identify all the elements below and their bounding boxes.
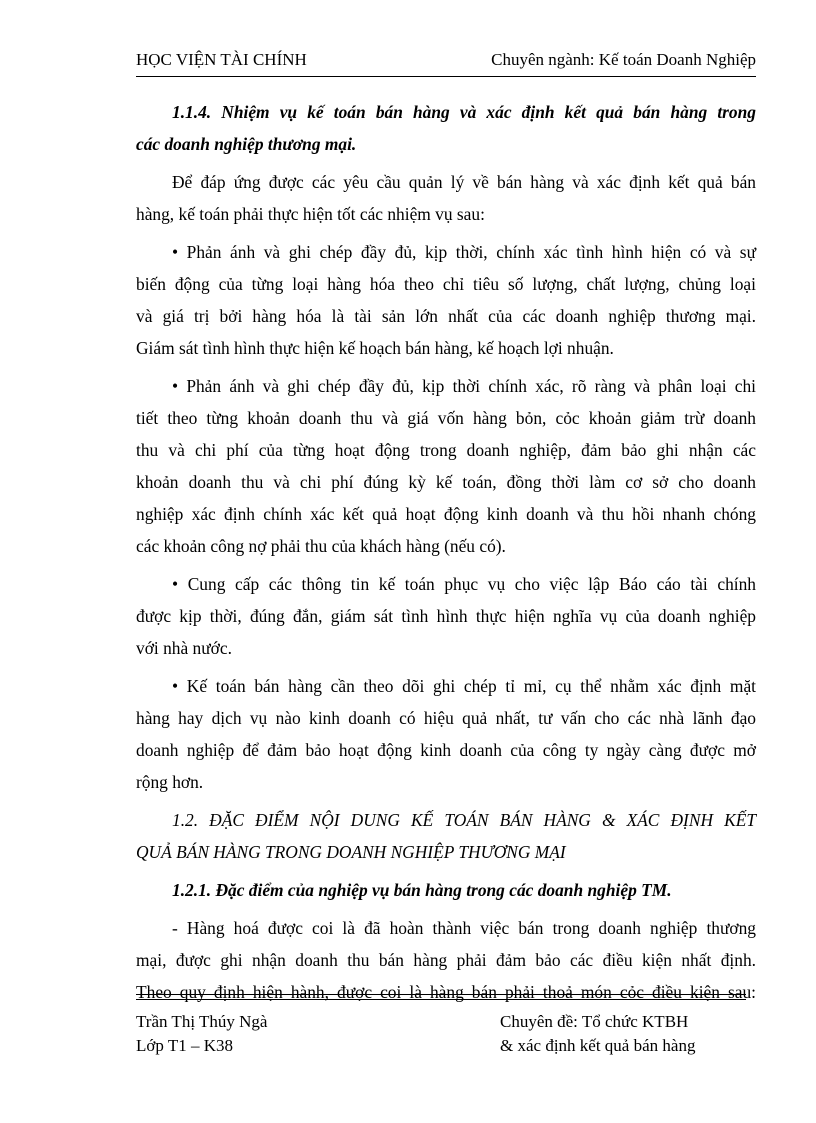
footer-double-rule [136, 994, 746, 1000]
text-line: và giá trị bởi hàng hóa là tài sản lớn nhất của các doanh nghiệp thương mại. [136, 306, 756, 326]
text-line: • Cung cấp các thông tin kế toán phục vụ cho việc lập Báo cáo tài chính [172, 574, 756, 594]
text-line: 1.2. ĐẶC ĐIỂM NỘI DUNG KẾ TOÁN BÁN HÀNG & XÁC ĐỊNH KẾT [172, 810, 756, 830]
footer-topic-line2: & xác định kết quả bán hàng [500, 1036, 696, 1055]
text-line: • Phản ánh và ghi chép đầy đủ, kịp thời, chính xác tình hình hiện có và sự [172, 242, 756, 262]
text-line: thu và chi phí của từng hoạt động trong doanh nghiệp, đảm bảo ghi nhận các [136, 440, 756, 460]
text-line: Theo quy định hiện hành, được coi là hàng bán phải thoả món cỏc điều kiện sau: [136, 982, 756, 1002]
text-line: tiết theo từng khoản doanh thu và giá vốn hàng bỏn, cỏc khoản giảm trừ doanh [136, 408, 756, 428]
text-line: • Phản ánh và ghi chép đầy đủ, kịp thời chính xác, rõ ràng và phân loại chi [172, 376, 756, 396]
text-line: rộng hơn. [136, 772, 204, 792]
text-line: 1.1.4. Nhiệm vụ kế toán bán hàng và xác định kết quả bán hàng trong [172, 102, 756, 122]
text-line: nghiệp xác định chính xác kết quả hoạt động kinh doanh và thu hồi nhanh chóng [136, 504, 756, 524]
text-line: Để đáp ứng được các yêu cầu quản lý về bán hàng và xác định kết quả bán [172, 172, 756, 192]
text-line: mại, được ghi nhận doanh thu bán hàng phải đảm bảo các điều kiện nhất định. [136, 950, 756, 970]
text-line: • Kế toán bán hàng cần theo dõi ghi chép tỉ mỉ, cụ thể nhằm xác định mặt [172, 676, 756, 696]
footer-class: Lớp T1 – K38 [136, 1036, 233, 1055]
text-line: với nhà nước. [136, 638, 232, 658]
footer-author: Trần Thị Thúy Ngà [136, 1012, 268, 1031]
text-line: QUẢ BÁN HÀNG TRONG DOANH NGHIỆP THƯƠNG MẠI [136, 842, 566, 862]
text-line: các khoản công nợ phải thu của khách hàng (nếu có). [136, 536, 506, 556]
footer-topic-line1: Chuyên đề: Tổ chức KTBH [500, 1012, 689, 1031]
text-line: - Hàng hoá được coi là đã hoàn thành việc bán trong doanh nghiệp thương [172, 918, 756, 938]
text-line: khoản doanh thu và chi phí đúng kỳ kế toán, đồng thời làm cơ sở cho doanh [136, 472, 756, 492]
text-line: 1.2.1. Đặc điểm của nghiệp vụ bán hàng trong các doanh nghiệp TM. [172, 880, 672, 900]
text-line: hàng hay dịch vụ nào kinh doanh có hiệu quả nhất, tư vấn cho các nhà lãnh đạo [136, 708, 756, 728]
footer-author-block [136, 1010, 267, 1058]
header-major: Chuyên ngành: Kế toán Doanh Nghiệp [491, 50, 756, 69]
footer-topic-block [500, 1010, 695, 1058]
text-line: hàng, kế toán phải thực hiện tốt các nhiệm vụ sau: [136, 204, 485, 224]
text-line: Giám sát tình hình thực hiện kế hoạch bán hàng, kế hoạch lợi nhuận. [136, 338, 614, 358]
text-line: biến động của từng loại hàng hóa theo chỉ tiêu số lượng, chất lượng, chủng loại [136, 274, 756, 294]
header-institution: HỌC VIỆN TÀI CHÍNH [136, 50, 307, 69]
text-line: được kịp thời, đúng đắn, giám sát tình hình thực hiện nghĩa vụ của doanh nghiệp [136, 606, 756, 626]
document-body [136, 96, 756, 1008]
text-line: doanh nghiệp để đảm bảo hoạt động kinh doanh của công ty ngày càng được mở [136, 740, 756, 760]
page-header [136, 48, 756, 77]
text-line: các doanh nghiệp thương mại. [136, 134, 357, 154]
